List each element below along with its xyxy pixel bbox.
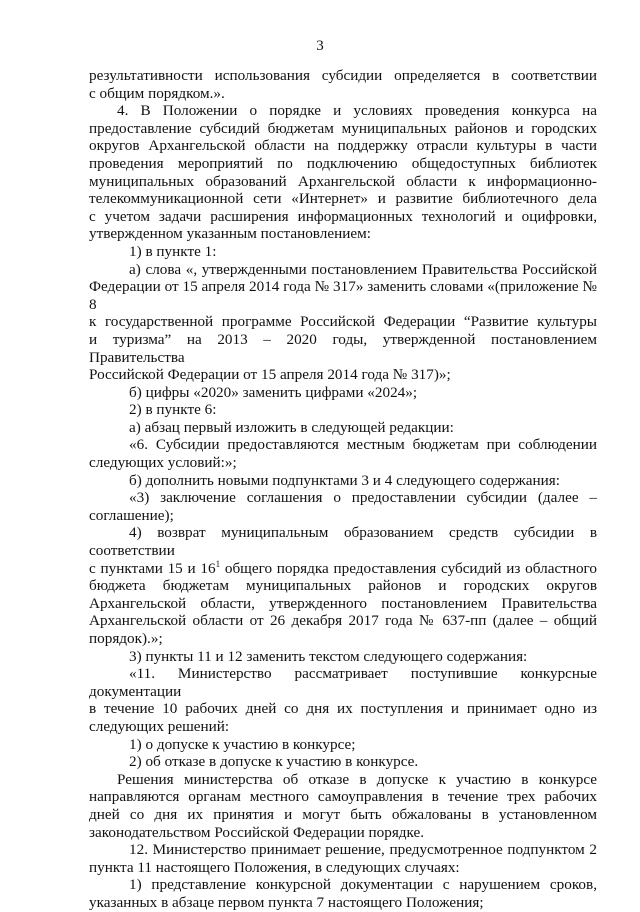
page-number: 3 bbox=[316, 38, 324, 54]
text-line-row bbox=[89, 225, 597, 243]
text-line-row bbox=[89, 806, 597, 824]
paragraph bbox=[89, 665, 597, 700]
paragraph bbox=[89, 261, 597, 279]
text-line: результативности использования субсидии определяется в соответствии bbox=[89, 67, 597, 84]
text-line-row bbox=[89, 700, 597, 718]
paragraph bbox=[89, 243, 597, 261]
text-line-row bbox=[89, 788, 597, 806]
paragraph bbox=[89, 67, 597, 85]
text-line-row bbox=[89, 120, 597, 138]
text-fragment: общего порядка предоставления субсидий из областного bbox=[220, 559, 597, 577]
paragraph bbox=[89, 648, 597, 666]
text-line-row bbox=[89, 824, 597, 842]
text-line-row bbox=[89, 612, 597, 630]
text-line: 1) представление конкурсной документации с нарушением сроков, bbox=[129, 876, 597, 894]
text-line: муниципальных образований Архангельской области к информационно- bbox=[89, 172, 597, 190]
text-line: Архангельской области от 26 декабря 2017 года № 637-пп (далее – общий bbox=[89, 612, 597, 630]
paragraph bbox=[89, 472, 597, 490]
text-line-row bbox=[89, 208, 597, 226]
text-line: 1) в пункте 1: bbox=[129, 242, 217, 260]
paragraph bbox=[89, 753, 597, 771]
text-line-row bbox=[89, 454, 597, 472]
text-line: а) абзац первый изложить в следующей редакции: bbox=[129, 418, 454, 436]
text-line-row bbox=[89, 507, 597, 525]
text-line: следующих условий:»; bbox=[89, 454, 237, 472]
paragraph bbox=[89, 85, 597, 103]
text-line: 1) о допуске к участию в конкурсе; bbox=[129, 735, 356, 753]
text-line: 12. Министерство принимает решение, предусмотренное подпунктом 2 bbox=[129, 841, 597, 859]
text-line: проведения мероприятий по подключению общедоступных библиотек bbox=[89, 154, 597, 172]
text-line: «11. Министерство рассматривает поступившие конкурсные документации bbox=[89, 665, 597, 700]
text-line: «6. Субсидии предоставляются местным бюджетам при соблюдении bbox=[129, 436, 597, 454]
text-line: 4) возврат муниципальным образованием средств субсидии в соответствии bbox=[89, 524, 597, 560]
paragraph bbox=[89, 401, 597, 419]
text-line: к государственной программе Российской Федерации “Развитие культуры bbox=[89, 313, 597, 331]
text-line: следующих решений: bbox=[89, 717, 230, 735]
text-line: и туризма” на 2013 – 2020 годы, утвержденной постановлением Правительства bbox=[89, 330, 597, 366]
text-line: 3) пункты 11 и 12 заменить текстом следующего содержания: bbox=[129, 647, 528, 665]
text-line: пункта 11 настоящего Положения, в следующих случаях: bbox=[89, 858, 460, 876]
text-line-row bbox=[89, 560, 597, 578]
text-line: с учетом задачи расширения информационных технологий и оцифровки, bbox=[89, 207, 597, 225]
text-line-row bbox=[89, 630, 597, 648]
text-line-row bbox=[89, 577, 597, 595]
text-line-row bbox=[89, 278, 597, 313]
text-line-row bbox=[89, 137, 597, 155]
paragraph bbox=[89, 524, 597, 559]
text-line: телекоммуникационной сети «Интернет» и развитие библиотечного дела bbox=[89, 190, 597, 208]
text-line-row bbox=[89, 155, 597, 173]
text-line: указанных в абзаце первом пункта 7 настоящего Положения; bbox=[89, 893, 484, 911]
text-line-row bbox=[89, 331, 597, 366]
text-line: Архангельской области, утвержденного постановлением Правительства bbox=[89, 594, 597, 612]
text-line: дней со дня их принятия и могут быть обжалованы в установленном bbox=[89, 805, 597, 823]
paragraph bbox=[89, 102, 597, 120]
text-line: б) дополнить новыми подпунктами 3 и 4 следующего содержания: bbox=[129, 471, 560, 489]
text-line-row bbox=[89, 190, 597, 208]
text-line: в течение 10 рабочих дней со дня их поступления и принимает одно из bbox=[89, 700, 597, 718]
text-line: предоставление субсидий бюджетам муниципальных районов и городских bbox=[89, 119, 597, 137]
text-line: направляются органам местного самоуправления в течение трех рабочих bbox=[89, 788, 597, 806]
text-line: 2) в пункте 6: bbox=[129, 401, 217, 419]
text-line-row bbox=[89, 313, 597, 331]
text-line-row bbox=[89, 894, 597, 912]
text-line: бюджета бюджетам муниципальных районов и городских округов bbox=[89, 577, 597, 595]
text-line: Российской Федерации от 15 апреля 2014 года № 317)»; bbox=[89, 366, 451, 384]
paragraph bbox=[89, 876, 597, 894]
text-line-row bbox=[89, 859, 597, 877]
paragraph bbox=[89, 736, 597, 754]
text-line: порядок).»; bbox=[89, 630, 163, 647]
text-line: с общим порядком.». bbox=[89, 84, 225, 102]
text-line-row bbox=[89, 173, 597, 191]
document-body bbox=[89, 67, 597, 912]
text-line: а) слова «, утвержденными постановлением Правительства Российской bbox=[129, 260, 597, 278]
text-line: законодательством Российской Федерации порядке. bbox=[89, 823, 425, 841]
text-line-row bbox=[89, 718, 597, 736]
paragraph bbox=[89, 841, 597, 859]
paragraph bbox=[89, 489, 597, 507]
text-line: соглашение); bbox=[89, 506, 174, 524]
text-line: 2) об отказе в допуске к участию в конкурсе. bbox=[129, 753, 419, 771]
text-line: б) цифры «2020» заменить цифрами «2024»; bbox=[129, 383, 418, 401]
text-line: «3) заключение соглашения о предоставлении субсидии (далее – bbox=[129, 489, 597, 507]
text-line: утвержденном указанным постановлением: bbox=[89, 225, 371, 243]
paragraph bbox=[89, 436, 597, 454]
text-line-row bbox=[89, 595, 597, 613]
paragraph bbox=[89, 771, 597, 789]
text-line: Федерации от 15 апреля 2014 года № 317» заменить словами «(приложение № 8 bbox=[89, 278, 597, 313]
text-line: округов Архангельской области на поддержку отрасли культуры в части bbox=[89, 137, 597, 155]
superscript: 1 bbox=[215, 558, 221, 569]
paragraph bbox=[89, 419, 597, 437]
text-line: 4. В Положении о порядке и условиях проведения конкурса на bbox=[117, 102, 597, 120]
text-line-row bbox=[89, 366, 597, 384]
text-line: Решения министерства об отказе в допуске к участию в конкурсе bbox=[117, 770, 597, 788]
paragraph bbox=[89, 384, 597, 402]
text-fragment: с пунктами 15 и 16 bbox=[89, 559, 216, 577]
